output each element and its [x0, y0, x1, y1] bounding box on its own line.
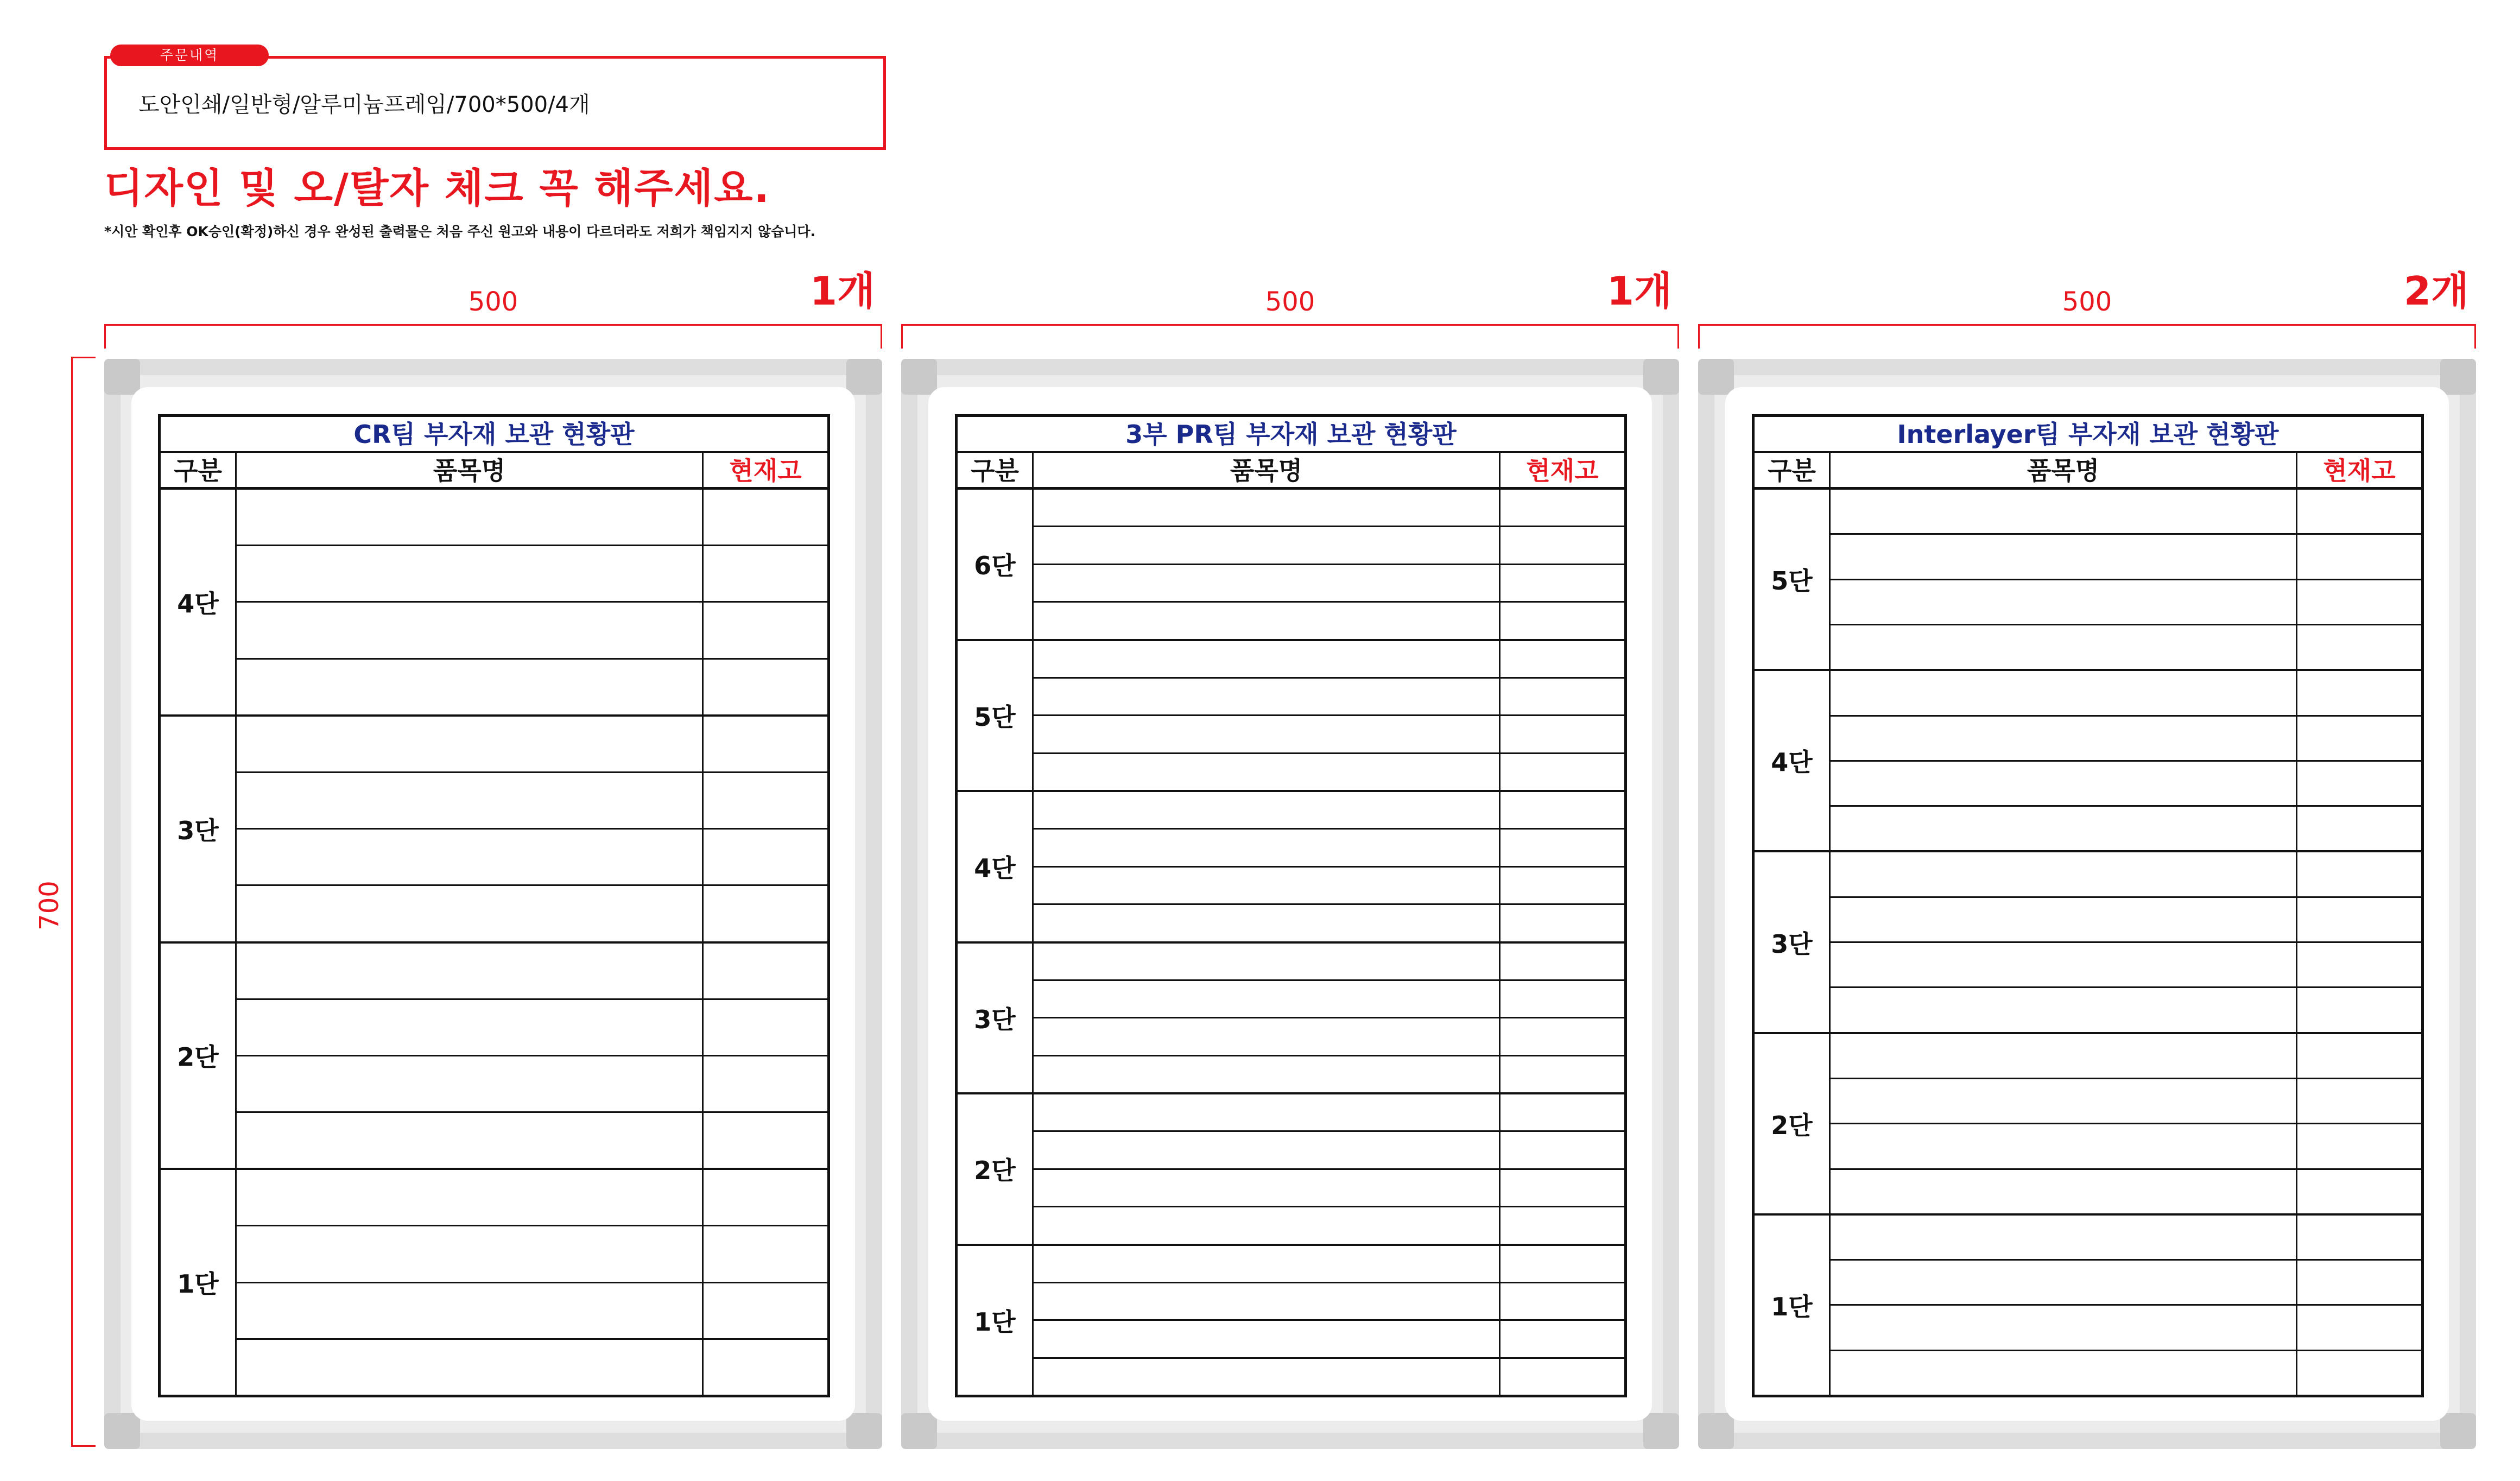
item-name-cell[interactable] [237, 1056, 704, 1111]
item-name-cell[interactable] [237, 1113, 704, 1168]
item-name-cell[interactable] [1034, 1018, 1500, 1054]
shelf-rows [237, 490, 827, 714]
item-name-cell[interactable] [1831, 1170, 2297, 1213]
stock-cell[interactable] [704, 1170, 827, 1225]
stock-cell[interactable] [704, 1113, 827, 1168]
stock-cell[interactable] [1500, 1056, 1624, 1092]
shelf-label: 4단 [958, 792, 1034, 941]
stock-cell[interactable] [2297, 807, 2421, 850]
stock-cell[interactable] [1500, 641, 1624, 677]
header-current-stock: 현재고 [2323, 456, 2396, 485]
stock-cell[interactable] [704, 1000, 827, 1055]
shelf-label: 5단 [958, 641, 1034, 790]
stock-cell[interactable] [1500, 981, 1624, 1017]
header-current-stock: 현재고 [1526, 456, 1599, 485]
table-row [1831, 1123, 2421, 1168]
item-name-cell[interactable] [237, 1000, 704, 1055]
shelf-section [958, 1092, 1624, 1244]
shelf-rows [237, 944, 827, 1168]
stock-cell[interactable] [1500, 1094, 1624, 1130]
table-row [1034, 601, 1624, 638]
shelf-section [161, 714, 827, 941]
stock-cell[interactable] [2297, 988, 2421, 1031]
width-dimension-label: 500 [1265, 287, 1315, 317]
status-table [158, 414, 830, 1397]
shelf-rows [237, 1170, 827, 1395]
shelf-section [958, 1244, 1624, 1395]
item-name-cell[interactable] [1034, 981, 1500, 1017]
item-name-cell[interactable] [1034, 716, 1500, 752]
shelf-rows [1034, 1094, 1624, 1244]
table-row [1831, 579, 2421, 624]
item-name-cell[interactable] [1034, 527, 1500, 563]
table-header-row [958, 453, 1624, 490]
headline: 디자인 및 오/탈자 체크 꼭 해주세요. [104, 165, 770, 212]
frame-corner [901, 1413, 937, 1449]
frame-corner [846, 359, 882, 395]
frame-corner [2440, 1413, 2476, 1449]
stock-cell[interactable] [2297, 717, 2421, 760]
stock-cell[interactable] [704, 1283, 827, 1338]
shelf-label: 3단 [1755, 852, 1831, 1031]
table-row [237, 1111, 827, 1168]
stock-cell[interactable] [1500, 1359, 1624, 1395]
header-category: 구분 [1755, 453, 1831, 487]
header-current-stock: 현재고 [729, 456, 802, 485]
item-name-cell[interactable] [1034, 1094, 1500, 1130]
stock-cell[interactable] [1500, 1321, 1624, 1357]
table-row [1831, 760, 2421, 805]
table-body [161, 490, 827, 1395]
item-name-cell[interactable] [1831, 1216, 2297, 1259]
shelf-rows [1831, 852, 2421, 1031]
shelf-section [1755, 669, 2421, 850]
table-row [1831, 805, 2421, 850]
shelf-rows [1034, 490, 1624, 639]
item-name-cell[interactable] [1831, 1124, 2297, 1168]
stock-cell[interactable] [1500, 603, 1624, 638]
item-name-cell[interactable] [1034, 1132, 1500, 1168]
table-header-row [1755, 453, 2421, 490]
item-name-cell[interactable] [1831, 1306, 2297, 1349]
item-name-cell[interactable] [1034, 754, 1500, 790]
item-name-cell[interactable] [1034, 1321, 1500, 1357]
table-row [1831, 941, 2421, 986]
table-row [237, 884, 827, 941]
item-name-cell[interactable] [1034, 830, 1500, 865]
shelf-rows [1034, 792, 1624, 941]
stock-cell[interactable] [2297, 1261, 2421, 1304]
header-item-name: 품목명 [1034, 453, 1500, 487]
table-row [1831, 671, 2421, 714]
stock-cell[interactable] [704, 1056, 827, 1111]
shelf-section [1755, 490, 2421, 669]
table-row [1034, 526, 1624, 563]
stock-cell[interactable] [1500, 1207, 1624, 1243]
stock-cell[interactable] [1500, 792, 1624, 828]
shelf-section [161, 490, 827, 714]
stock-cell[interactable] [2297, 671, 2421, 714]
item-name-cell[interactable] [1831, 943, 2297, 986]
table-row [1831, 715, 2421, 760]
stock-cell[interactable] [2297, 762, 2421, 805]
stock-cell[interactable] [704, 660, 827, 714]
item-name-cell[interactable] [1831, 1079, 2297, 1123]
table-row [237, 998, 827, 1055]
shelf-section [1755, 1213, 2421, 1395]
table-row [1831, 1259, 2421, 1304]
shelf-rows [1831, 490, 2421, 669]
table-row [237, 944, 827, 998]
shelf-label: 2단 [1755, 1034, 1831, 1213]
table-row [1034, 979, 1624, 1017]
item-name-cell[interactable] [1831, 535, 2297, 578]
stock-cell[interactable] [704, 1340, 827, 1395]
shelf-label: 2단 [958, 1094, 1034, 1244]
table-row [1831, 490, 2421, 533]
table-row [1831, 1168, 2421, 1213]
item-name-cell[interactable] [1034, 603, 1500, 638]
disclaimer-note: *시안 확인후 OK승인(확정)하신 경우 완성된 출력물은 처음 주신 원고와 내용이 다르더라도 저희가 책임지지 않습니다. [104, 224, 816, 239]
quantity-label: 2개 [2404, 268, 2469, 314]
header-item-name: 품목명 [1831, 453, 2297, 487]
table-row [1034, 1282, 1624, 1319]
table-row [1034, 1055, 1624, 1092]
table-row [237, 658, 827, 714]
shelf-label: 6단 [958, 490, 1034, 639]
table-row [1831, 1350, 2421, 1395]
shelf-label: 1단 [161, 1170, 237, 1395]
item-name-cell[interactable] [1831, 625, 2297, 669]
stock-cell[interactable] [1500, 527, 1624, 563]
table-row [1034, 1206, 1624, 1243]
stock-cell[interactable] [1500, 1170, 1624, 1206]
header-item-name: 품목명 [237, 453, 704, 487]
width-dimension-line [104, 324, 882, 349]
shelf-label: 3단 [161, 717, 237, 941]
quantity-label: 1개 [1607, 268, 1672, 314]
item-name-cell[interactable] [1831, 762, 2297, 805]
shelf-rows [1034, 944, 1624, 1093]
table-row [1034, 490, 1624, 526]
stock-cell[interactable] [2297, 898, 2421, 941]
table-header-row [161, 453, 827, 490]
item-name-cell[interactable] [1831, 717, 2297, 760]
stock-cell[interactable] [2297, 625, 2421, 669]
item-name-cell[interactable] [1034, 1359, 1500, 1395]
shelf-label: 4단 [161, 490, 237, 714]
table-row [237, 1170, 827, 1225]
header-category: 구분 [958, 453, 1034, 487]
item-name-cell[interactable] [1034, 1207, 1500, 1243]
width-dimension-line [901, 324, 1679, 349]
frame-corner [1698, 1413, 1734, 1449]
item-name-cell[interactable] [237, 830, 704, 884]
width-dimension-label: 500 [468, 287, 518, 317]
item-name-cell[interactable] [237, 1283, 704, 1338]
stock-cell[interactable] [1500, 868, 1624, 903]
stock-cell[interactable] [704, 490, 827, 545]
table-body [1755, 490, 2421, 1395]
frame-corner [2440, 359, 2476, 395]
status-table [955, 414, 1627, 1397]
table-row [1034, 641, 1624, 677]
table-row [1034, 944, 1624, 979]
table-row [1034, 1168, 1624, 1206]
table-row [237, 771, 827, 828]
frame-corner [846, 1413, 882, 1449]
item-name-cell[interactable] [237, 717, 704, 771]
stock-cell[interactable] [2297, 1034, 2421, 1078]
table-row [1034, 828, 1624, 865]
table-row [1831, 1304, 2421, 1349]
shelf-label: 1단 [958, 1246, 1034, 1395]
shelf-rows [1831, 1216, 2421, 1395]
stock-cell[interactable] [1500, 830, 1624, 865]
shelf-section [161, 1168, 827, 1395]
quantity-label: 1개 [810, 268, 875, 314]
stock-cell[interactable] [1500, 1283, 1624, 1319]
item-name-cell[interactable] [1034, 679, 1500, 714]
stock-cell[interactable] [2297, 490, 2421, 533]
item-name-cell[interactable] [1034, 1056, 1500, 1092]
table-row [237, 490, 827, 545]
item-name-cell[interactable] [1034, 641, 1500, 677]
table-row [1831, 896, 2421, 941]
stock-cell[interactable] [1500, 565, 1624, 601]
table-row [1034, 564, 1624, 601]
item-name-cell[interactable] [1034, 868, 1500, 903]
stock-cell[interactable] [704, 944, 827, 998]
order-text: 도안인쇄/일반형/알루미늄프레임/700*500/4개 [138, 92, 590, 117]
stock-cell[interactable] [2297, 580, 2421, 624]
stock-cell[interactable] [2297, 1079, 2421, 1123]
item-name-cell[interactable] [237, 660, 704, 714]
item-name-cell[interactable] [237, 886, 704, 941]
shelf-rows [1831, 1034, 2421, 1213]
item-name-cell[interactable] [1034, 792, 1500, 828]
table-row [1831, 624, 2421, 669]
stock-cell[interactable] [2297, 535, 2421, 578]
frame-corner [1643, 359, 1679, 395]
header-category: 구분 [161, 453, 237, 487]
shelf-label: 2단 [161, 944, 237, 1168]
table-row [1831, 986, 2421, 1031]
item-name-cell[interactable] [1831, 852, 2297, 896]
item-name-cell[interactable] [1034, 1246, 1500, 1282]
item-name-cell[interactable] [237, 490, 704, 545]
shelf-label: 1단 [1755, 1216, 1831, 1395]
table-row [1831, 1216, 2421, 1259]
table-row [237, 828, 827, 884]
status-table [1752, 414, 2424, 1397]
stock-cell[interactable] [704, 717, 827, 771]
stock-cell[interactable] [1500, 754, 1624, 790]
item-name-cell[interactable] [237, 773, 704, 828]
table-row [1034, 714, 1624, 752]
width-dimension-line [1698, 324, 2476, 349]
item-name-cell[interactable] [237, 1170, 704, 1225]
shelf-rows [237, 717, 827, 941]
shelf-section [958, 790, 1624, 941]
table-row [237, 545, 827, 601]
stock-cell[interactable] [1500, 490, 1624, 526]
item-name-cell[interactable] [237, 546, 704, 601]
stock-cell[interactable] [1500, 944, 1624, 979]
table-title: 3부 PR팀 부자재 보관 현황판 [958, 417, 1624, 453]
item-name-cell[interactable] [1831, 898, 2297, 941]
table-title: CR팀 부자재 보관 현황판 [161, 417, 827, 453]
table-body [958, 490, 1624, 1395]
stock-cell[interactable] [704, 830, 827, 884]
table-title: Interlayer팀 부자재 보관 현황판 [1755, 417, 2421, 453]
item-name-cell[interactable] [237, 1340, 704, 1395]
table-row [237, 1338, 827, 1395]
table-row [237, 717, 827, 771]
table-row [1034, 903, 1624, 941]
stock-cell[interactable] [704, 773, 827, 828]
item-name-cell[interactable] [1831, 807, 2297, 850]
stock-cell[interactable] [2297, 1124, 2421, 1168]
shelf-rows [1034, 1246, 1624, 1395]
table-row [1034, 866, 1624, 903]
stock-cell[interactable] [704, 546, 827, 601]
table-row [1034, 1357, 1624, 1395]
table-row [237, 601, 827, 657]
frame-corner [104, 1413, 140, 1449]
stock-cell[interactable] [2297, 1351, 2421, 1395]
item-name-cell[interactable] [1034, 944, 1500, 979]
item-name-cell[interactable] [1831, 580, 2297, 624]
shelf-label: 3단 [958, 944, 1034, 1093]
item-name-cell[interactable] [1831, 988, 2297, 1031]
stock-cell[interactable] [2297, 943, 2421, 986]
stock-cell[interactable] [2297, 1216, 2421, 1259]
width-dimension-label: 500 [2062, 287, 2112, 317]
table-row [1034, 1319, 1624, 1357]
table-row [1034, 1130, 1624, 1168]
item-name-cell[interactable] [1831, 1261, 2297, 1304]
stock-cell[interactable] [2297, 1170, 2421, 1213]
height-dimension-line [71, 357, 96, 1447]
table-row [237, 1055, 827, 1111]
stock-cell[interactable] [1500, 1246, 1624, 1282]
stock-cell[interactable] [2297, 1306, 2421, 1349]
stock-cell[interactable] [704, 603, 827, 657]
item-name-cell[interactable] [1831, 1351, 2297, 1395]
item-name-cell[interactable] [1034, 490, 1500, 526]
order-tag: 주문내역 [110, 45, 269, 66]
shelf-section [161, 941, 827, 1168]
stock-cell[interactable] [1500, 1018, 1624, 1054]
stock-cell[interactable] [1500, 905, 1624, 941]
shelf-section [958, 490, 1624, 639]
table-row [1034, 752, 1624, 790]
stock-cell[interactable] [2297, 852, 2421, 896]
table-row [1831, 533, 2421, 578]
stock-cell[interactable] [704, 886, 827, 941]
table-row [1831, 1034, 2421, 1078]
frame-corner [1698, 359, 1734, 395]
frame-corner [104, 359, 140, 395]
table-row [1034, 1246, 1624, 1282]
item-name-cell[interactable] [1034, 1170, 1500, 1206]
table-row [1831, 1078, 2421, 1123]
stock-cell[interactable] [1500, 679, 1624, 714]
frame-corner [1643, 1413, 1679, 1449]
item-name-cell[interactable] [237, 1226, 704, 1281]
shelf-rows [1034, 641, 1624, 790]
height-dimension-label: 700 [34, 881, 65, 931]
item-name-cell[interactable] [1034, 905, 1500, 941]
frame-corner [901, 359, 937, 395]
shelf-label: 5단 [1755, 490, 1831, 669]
shelf-section [1755, 850, 2421, 1031]
table-row [1034, 1094, 1624, 1130]
shelf-section [958, 941, 1624, 1093]
table-row [237, 1225, 827, 1281]
stock-cell[interactable] [704, 1226, 827, 1281]
stock-cell[interactable] [1500, 716, 1624, 752]
table-row [237, 1282, 827, 1338]
table-row [1831, 852, 2421, 896]
table-row [1034, 1017, 1624, 1054]
item-name-cell[interactable] [1831, 1034, 2297, 1078]
shelf-section [1755, 1032, 2421, 1213]
item-name-cell[interactable] [237, 944, 704, 998]
item-name-cell[interactable] [1034, 1283, 1500, 1319]
shelf-section [958, 639, 1624, 790]
item-name-cell[interactable] [1831, 671, 2297, 714]
table-row [1034, 677, 1624, 714]
shelf-rows [1831, 671, 2421, 850]
item-name-cell[interactable] [237, 603, 704, 657]
item-name-cell[interactable] [1034, 565, 1500, 601]
item-name-cell[interactable] [1831, 490, 2297, 533]
shelf-label: 4단 [1755, 671, 1831, 850]
table-row [1034, 792, 1624, 828]
stock-cell[interactable] [1500, 1132, 1624, 1168]
